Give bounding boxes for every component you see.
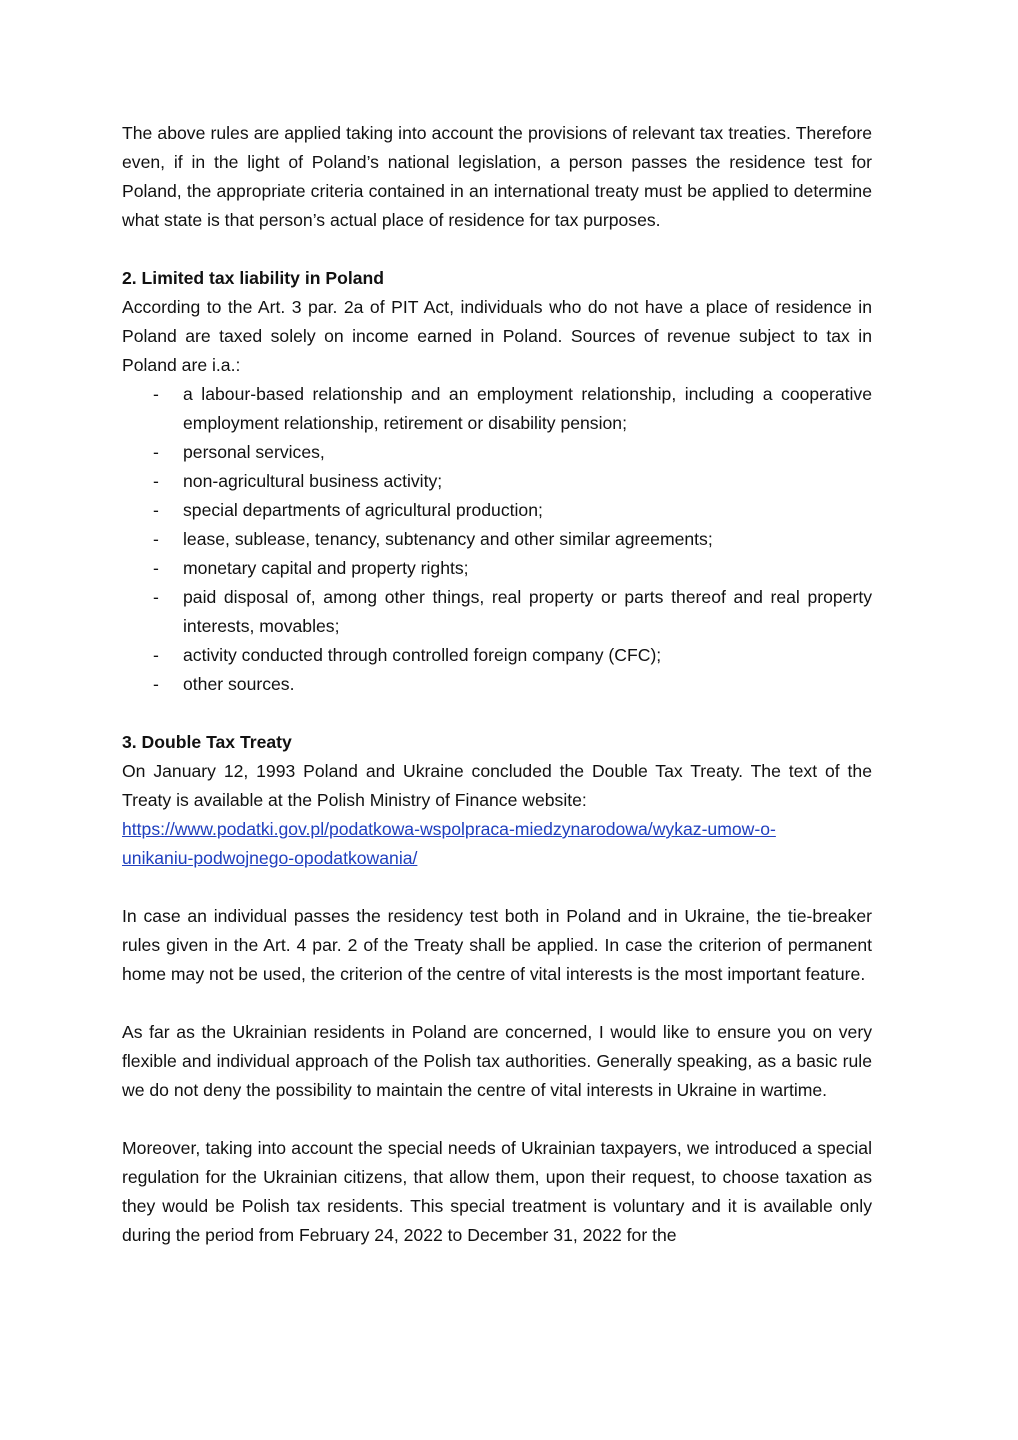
list-item-text: personal services, <box>183 442 325 462</box>
limited-tax-paragraph: According to the Art. 3 par. 2a of PIT Act, individuals who do not have a place of residence in Poland are taxed solely on income earned in Poland. Sources of revenue subject to tax in Poland are i.a.: <box>122 297 872 375</box>
list-item <box>122 641 872 670</box>
list-item <box>122 554 872 583</box>
dash-bullet: - <box>153 471 159 491</box>
dash-bullet: - <box>153 645 159 665</box>
dash-bullet: - <box>153 529 159 549</box>
list-item-text: other sources. <box>183 674 295 694</box>
revenue-sources-list <box>122 380 872 699</box>
list-item-text: lease, sublease, tenancy, subtenancy and other similar agreements; <box>183 529 713 549</box>
list-item-text: special departments of agricultural production; <box>183 500 543 520</box>
spacer <box>122 235 872 264</box>
document-page <box>122 119 872 1250</box>
treaty-link-line-2: unikaniu-podwojnego-opodatkowania/ <box>122 848 418 868</box>
list-item-text: non-agricultural business activity; <box>183 471 443 491</box>
dash-bullet: - <box>153 674 159 694</box>
list-item <box>122 525 872 554</box>
heading-double-tax-treaty: 3. Double Tax Treaty <box>122 732 292 752</box>
treaty-link[interactable] <box>122 819 776 868</box>
list-item <box>122 496 872 525</box>
ukrainian-residents-paragraph: As far as the Ukrainian residents in Poland are concerned, I would like to ensure you on very flexible and individual approach of the Polish tax authorities. Generally speaking, as a basic rule we do not deny the possibility to maintain the centre of vital interests in Ukraine in wartime. <box>122 1022 872 1100</box>
dash-bullet: - <box>153 558 159 578</box>
spacer <box>122 989 872 1018</box>
spacer <box>122 873 872 902</box>
list-item-text: paid disposal of, among other things, real property or parts thereof and real property interests, movables; <box>183 587 872 636</box>
tie-breaker-paragraph: In case an individual passes the residency test both in Poland and in Ukraine, the tie-breaker rules given in the Art. 4 par. 2 of the Treaty shall be applied. In case the criterion of permanent home may not be used, the criterion of the centre of vital interests is the most important feature. <box>122 906 872 984</box>
treaty-paragraph: On January 12, 1993 Poland and Ukraine concluded the Double Tax Treaty. The text of the Treaty is available at the Polish Ministry of Finance website: <box>122 761 872 810</box>
dash-bullet: - <box>153 587 159 607</box>
list-item <box>122 670 872 699</box>
list-item <box>122 467 872 496</box>
spacer <box>122 699 872 728</box>
list-item-text: a labour-based relationship and an employment relationship, including a cooperative employment relationship, retirement or disability pension; <box>183 384 872 433</box>
dash-bullet: - <box>153 500 159 520</box>
special-regulation-paragraph: Moreover, taking into account the special needs of Ukrainian taxpayers, we introduced a special regulation for the Ukrainian citizens, that allow them, upon their request, to choose taxation as they would be Polish tax residents. This special treatment is voluntary and it is available only during the period from February 24, 2022 to December 31, 2022 for the <box>122 1138 872 1245</box>
spacer <box>122 1105 872 1134</box>
treaty-link-block <box>122 815 872 873</box>
list-item <box>122 583 872 641</box>
treaty-link-line-1: https://www.podatki.gov.pl/podatkowa-wspolpraca-miedzynarodowa/wykaz-umow-o- <box>122 819 776 839</box>
dash-bullet: - <box>153 442 159 462</box>
heading-limited-tax-liability: 2. Limited tax liability in Poland <box>122 268 384 288</box>
list-item-text: monetary capital and property rights; <box>183 558 469 578</box>
list-item <box>122 380 872 438</box>
list-item-text: activity conducted through controlled foreign company (CFC); <box>183 645 662 665</box>
intro-paragraph: The above rules are applied taking into account the provisions of relevant tax treaties. Therefore even, if in the light of Poland’s national legislation, a person passes the residence test for Poland, the appropriate criteria contained in an international treaty must be applied to determine what state is that person’s actual place of residence for tax purposes. <box>122 123 872 230</box>
dash-bullet: - <box>153 384 159 404</box>
list-item <box>122 438 872 467</box>
